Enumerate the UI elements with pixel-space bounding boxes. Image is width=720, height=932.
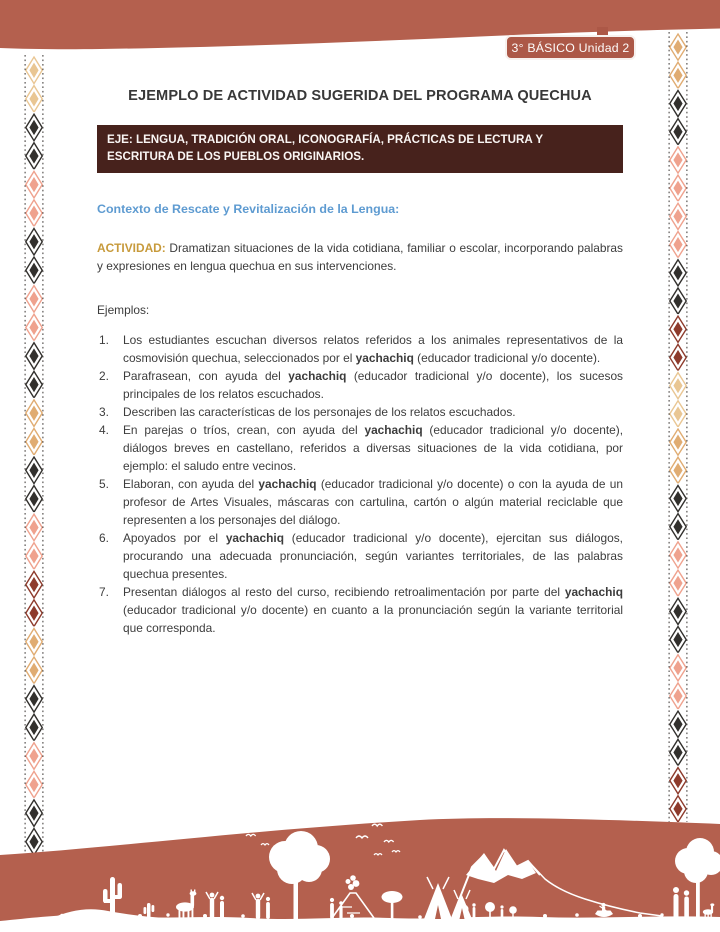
example-list xyxy=(97,331,623,637)
activity-paragraph xyxy=(97,239,623,275)
list-item xyxy=(97,403,623,421)
eje-banner xyxy=(97,125,623,173)
list-item-number: 6. xyxy=(99,530,109,545)
list-item xyxy=(97,331,623,367)
eje-banner-text: EJE: LENGUA, TRADICIÓN ORAL, ICONOGRAFÍA, PRÁCTICAS DE LECTURA Y ESCRITURA DE LOS PUEBLOS ORIGINARIOS. xyxy=(107,133,543,164)
list-item xyxy=(97,367,623,403)
list-item-number: 4. xyxy=(99,422,109,437)
list-item-number: 1. xyxy=(99,332,109,347)
list-item-text: Parafrasean, con ayuda del yachachiq (educador tradicional y/o docente), los sucesos principales de los relatos escuchados. xyxy=(123,368,624,401)
list-item-number: 7. xyxy=(99,584,109,599)
examples-label: Ejemplos: xyxy=(97,302,150,317)
page-title: EJEMPLO DE ACTIVIDAD SUGERIDA DEL PROGRAMA QUECHUA xyxy=(128,88,592,104)
activity-text: Dramatizan situaciones de la vida cotidiana, familiar o escolar, incorporando palabras y expresiones en lengua quechua en sus intervenciones. xyxy=(97,240,623,273)
unit-badge-label: 3° BÁSICO Unidad 2 xyxy=(511,40,630,55)
list-item-text: Los estudiantes escuchan diversos relatos referidos a los animales representativos de la cosmovisión quechua, seleccionados por el yachachiq (educador tradicional y/o docente). xyxy=(123,332,623,365)
list-item-text: Apoyados por el yachachiq (educador tradicional y/o docente), ejercitan sus diálogos, procurando una adecuada pronunciación, según variantes territoriales, de las palabras quechua presentes. xyxy=(123,530,623,581)
list-item-number: 2. xyxy=(99,368,109,383)
list-item xyxy=(97,421,623,475)
activity-label: ACTIVIDAD: xyxy=(97,240,166,255)
list-item-number: 3. xyxy=(99,404,109,419)
list-item-number: 5. xyxy=(99,476,109,491)
list-item-text: En parejas o tríos, crean, con ayuda del yachachiq (educador tradicional y/o docente), diálogos breves en castellano, referidos a diversas situaciones de la vida cotidiana, por ejemplo: el saludo entre vecinos. xyxy=(123,422,623,473)
context-heading: Contexto de Rescate y Revitalización de la Lengua: xyxy=(97,201,400,216)
list-item-text: Elaboran, con ayuda del yachachiq (educador tradicional y/o docente) o con la ayuda de un profesor de Artes Visuales, máscaras con cartulina, cartón o algún material reciclable que representen a los personajes del diálogo. xyxy=(123,476,623,527)
right-textile-border-icon xyxy=(668,32,688,822)
list-item xyxy=(97,583,623,637)
list-item xyxy=(97,529,623,583)
list-item-text: Presentan diálogos al resto del curso, recibiendo retroalimentación por parte del yachachiq (educador tradicional y/o docente) en cuanto a la pronunciación según la variante territorial que corresponda. xyxy=(123,584,623,635)
list-item xyxy=(97,475,623,529)
list-item-text: Describen las características de los personajes de los relatos escuchados. xyxy=(123,404,516,419)
footer-landscape-illustration xyxy=(0,817,720,932)
left-textile-border-icon xyxy=(24,55,44,855)
content-column xyxy=(97,0,623,637)
